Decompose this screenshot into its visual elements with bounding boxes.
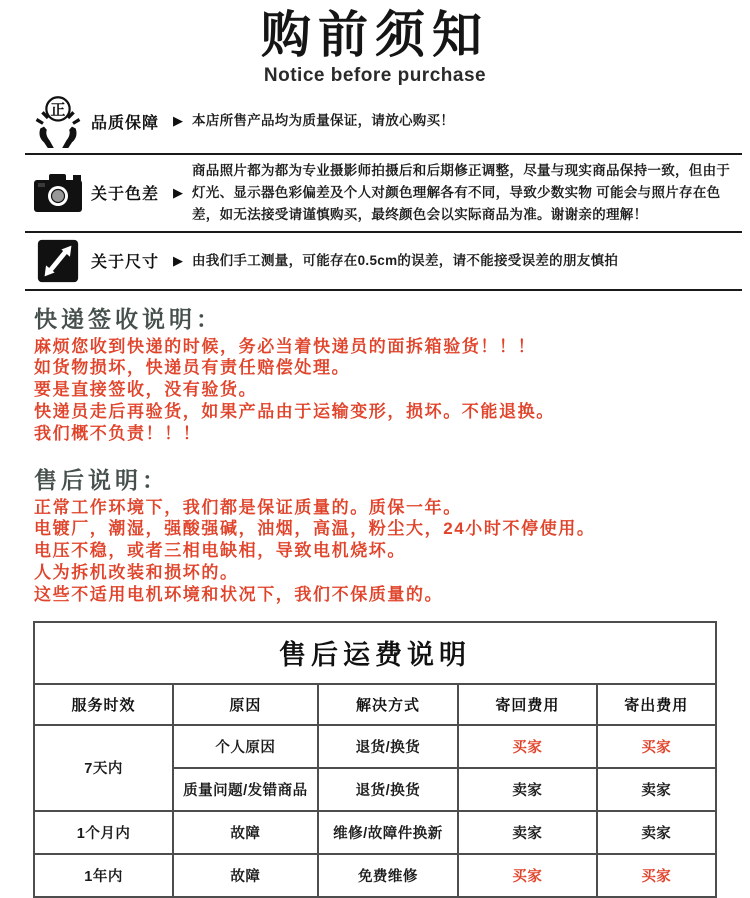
notice-list (25, 89, 742, 291)
table-row (34, 811, 716, 854)
table-row (34, 854, 716, 897)
delivery-note-line: 快递员走后再验货，如果产品由于运输变形，损坏。不能退换。 (34, 401, 555, 421)
shipping-fee-table-wrap (33, 621, 717, 898)
aftersale-notes-heading: 售后说明： (34, 466, 169, 493)
delivery-note-line: 麻烦您收到快递的时候，务必当着快递员的面拆箱验货！！！ (34, 336, 537, 356)
notice-text-size: 由我们手工测量，可能存在0.5cm的误差，请不能接受误差的朋友慎拍 (192, 252, 619, 268)
delivery-notes-section (0, 305, 750, 445)
aftersale-note-line: 正常工作环境下，我们都是保证质量的。质保一年。 (34, 497, 462, 517)
notice-body-quality (173, 110, 742, 132)
aftersale-note-line: 人为拆机改装和损坏的。 (34, 562, 239, 582)
aftersale-notes-section (0, 466, 750, 606)
delivery-note-line: 要是直接签收，没有验货。 (34, 380, 258, 400)
table-cell-solution: 免费维修 (318, 854, 458, 897)
shipping-fee-table (33, 621, 717, 898)
table-cell-send-fee: 买家 (597, 854, 716, 897)
notice-label-quality: 品质保障 (91, 114, 160, 132)
column-header-reason: 原因 (173, 684, 318, 725)
table-cell-solution: 退货/换货 (318, 725, 458, 768)
table-cell-solution: 维修/故障件换新 (318, 811, 458, 854)
notice-row-size (25, 233, 742, 291)
table-row (34, 725, 716, 768)
table-cell-send-fee: 卖家 (597, 768, 716, 811)
table-cell-send-fee: 买家 (597, 725, 716, 768)
delivery-note-line: 如货物损坏，快递员有责任赔偿处理。 (34, 358, 351, 378)
aftersale-note-line: 这些不适用电机环境和状况下，我们不保质量的。 (34, 584, 444, 604)
notice-label-color: 关于色差 (91, 186, 160, 204)
table-cell-reason: 故障 (173, 854, 318, 897)
delivery-note-line: 我们概不负责！！！ (34, 423, 202, 443)
column-header-send-fee: 寄出费用 (597, 684, 716, 725)
svg-text:正: 正 (50, 102, 66, 119)
table-cell-service-period: 1个月内 (34, 811, 173, 854)
notice-body-color (173, 160, 742, 226)
delivery-notes-heading: 快递签收说明： (34, 305, 223, 332)
column-header-return-fee: 寄回费用 (458, 684, 596, 725)
triangle-marker-icon: ▶ (173, 185, 183, 201)
table-cell-solution: 退货/换货 (318, 768, 458, 811)
notice-label-size: 关于尺寸 (91, 254, 160, 272)
column-header-service-period: 服务时效 (34, 684, 173, 725)
page-title: 购前须知 (261, 7, 489, 63)
notice-text-color: 商品照片都为都为专业摄影师拍摄后和后期修正调整，尽量与现实商品保持一致，但由于灯光、显示器色彩偏差及个人对颜色理解各有不同，导致少数实物 可能会与照片存在色差，如无法接受请谨慎购买，最终颜色会以实际商品为准。谢谢亲的理解！ (192, 163, 731, 222)
table-cell-service-period: 7天内 (34, 725, 173, 811)
table-cell-return-fee: 买家 (458, 725, 596, 768)
column-header-solution: 解决方式 (318, 684, 458, 725)
notice-body-size (173, 250, 742, 272)
table-cell-send-fee: 卖家 (597, 811, 716, 854)
size-arrow-icon (25, 238, 91, 284)
camera-icon (25, 169, 91, 217)
table-cell-return-fee: 买家 (458, 854, 596, 897)
table-title-row (34, 622, 716, 684)
triangle-marker-icon: ▶ (173, 253, 183, 269)
aftersale-note-line: 电压不稳，或者三相电缺相，导致电机烧坏。 (34, 541, 406, 561)
table-cell-reason: 质量问题/发错商品 (173, 768, 318, 811)
table-cell-reason: 个人原因 (173, 725, 318, 768)
table-cell-return-fee: 卖家 (458, 811, 596, 854)
page-header (0, 0, 750, 86)
triangle-marker-icon: ▶ (173, 113, 183, 129)
table-cell-service-period: 1年内 (34, 854, 173, 897)
notice-text-quality: 本店所售产品均为质量保证，请放心购买！ (192, 113, 455, 129)
notice-row-color (25, 155, 742, 233)
page-subtitle: Notice before purchase (263, 65, 487, 86)
quality-hands-icon (25, 94, 91, 148)
aftersale-note-line: 电镀厂，潮湿，强酸强碱，油烟，高温，粉尘大，24小时不停使用。 (34, 519, 596, 539)
table-cell-return-fee: 卖家 (458, 768, 596, 811)
notice-row-quality (25, 89, 742, 155)
table-title: 售后运费说明 (34, 622, 716, 684)
table-cell-reason: 故障 (173, 811, 318, 854)
table-header-row (34, 684, 716, 725)
